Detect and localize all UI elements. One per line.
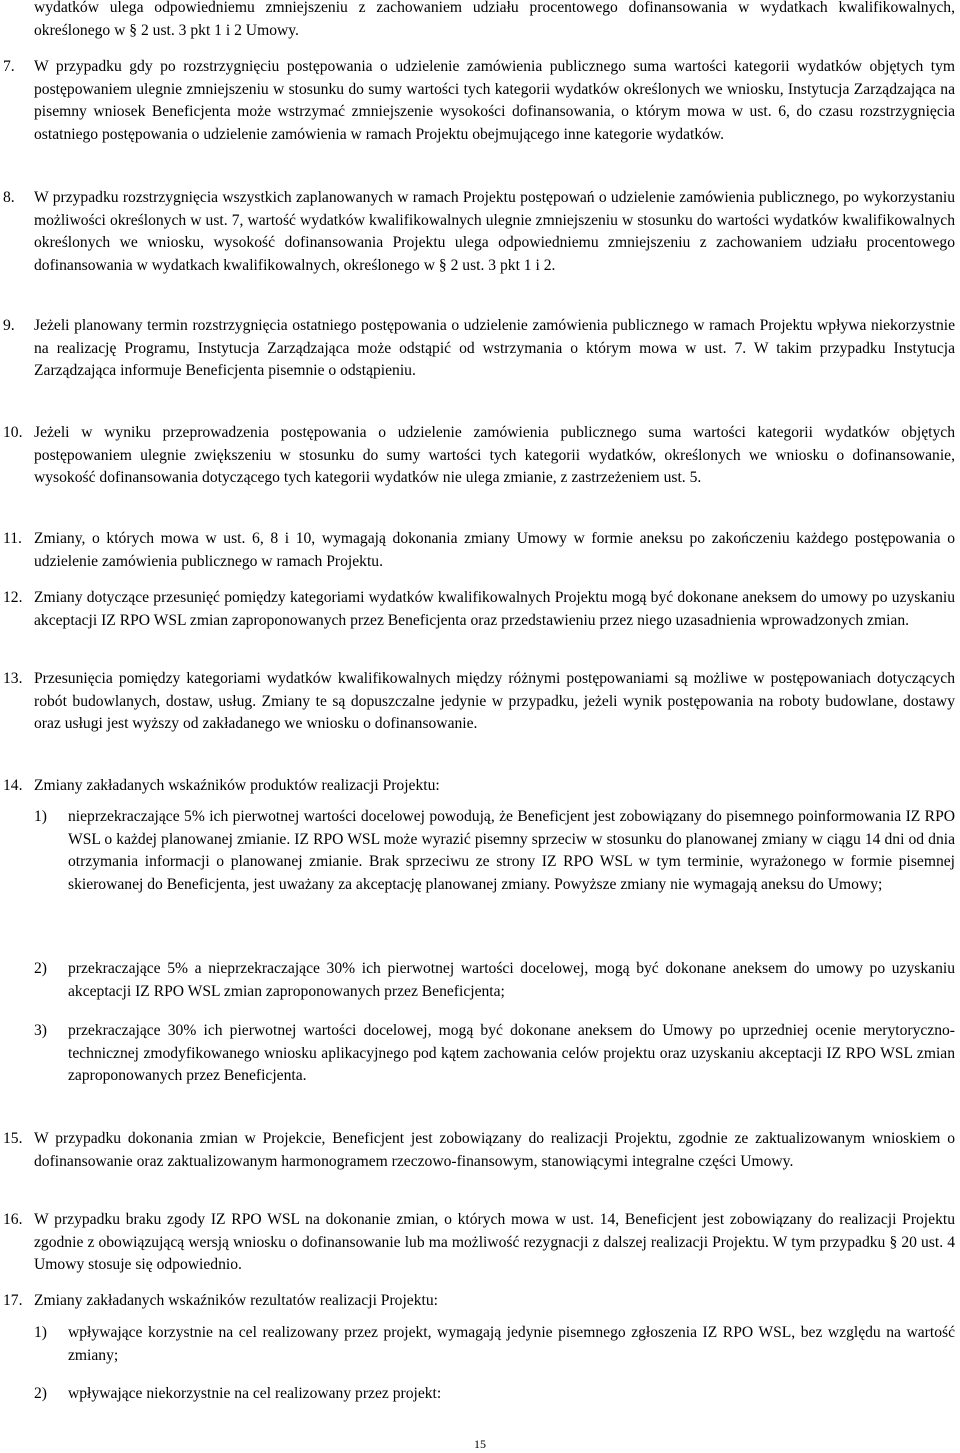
item-text: W przypadku braku zgody IZ RPO WSL na dokonanie zmian, o których mowa w ust. 14, Beneficjent jest zobowiązany do realizacji Projektu zgodnie z obowiązującą wersją wniosku o dofinansowanie lub ma możliwość rezygnacji z dalszej realizacji Projektu. W tym przypadku § 20 ust. 4 Umowy stosuje się odpowiednio. (34, 1211, 955, 1274)
sub-item-number: 2) (34, 1385, 47, 1402)
item-text: W przypadku rozstrzygnięcia wszystkich zaplanowanych w ramach Projektu postępowań o udzielenie zamówienia publicznego, po wykorzystaniu możliwości określonych w ust. 7, wartość wydatków kwalifikowalnych ulegnie zmniejszeniu w stosunku do wartości wydatków kwalifikowalnych określonych we wniosku, wysokość dofinansowania Projektu ulega odpowiedniemu zmniejszeniu z zachowaniem udziału procentowego dofinansowania w wydatkach kwalifikowalnych, określonego w § 2 ust. 3 pkt 1 i 2. (34, 189, 955, 274)
item-text: W przypadku dokonania zmian w Projekcie, Beneficjent jest zobowiązany do realizacji Projektu, zgodnie ze zaktualizowanym wnioskiem o dofinansowanie oraz zaktualizowanym harmonogramem rzeczowo-finansowym, stanowiącymi integralne części Umowy. (34, 1130, 955, 1170)
intro-paragraph: wydatków ulega odpowiedniemu zmniejszeniu z zachowaniem udziału procentowego dofinansowania w wydatkach kwalifikowalnych, określonego w § 2 ust. 3 pkt 1 i 2 Umowy. (34, 0, 955, 39)
page-number: 15 (474, 1437, 486, 1451)
sub-item-text: przekraczające 30% ich pierwotnej wartości docelowej, mogą być dokonane aneksem do Umowy po uprzedniej ocenie merytoryczno-technicznej zmodyfikowanego wniosku aplikacyjnego pod kątem zachowania celów projektu oraz uzyskaniu akceptacji IZ RPO WSL zmian zaproponowanych przez Beneficjenta. (68, 1022, 955, 1085)
item-number: 10. (3, 424, 23, 441)
item-number: 9. (3, 317, 15, 334)
item-number: 13. (3, 670, 23, 687)
sub-item-number: 3) (34, 1022, 47, 1039)
item-number: 16. (3, 1211, 23, 1228)
item-text: Zmiany, o których mowa w ust. 6, 8 i 10, wymagają dokonania zmiany Umowy w formie aneksu po zakończeniu każdego postępowania o udzielenie zamówienia publicznego w ramach Projektu. (34, 530, 955, 570)
sub-item-text: wpływające korzystnie na cel realizowany przez projekt, wymagają jedynie pisemnego zgłoszenia IZ RPO WSL, bez względu na wartość zmiany; (68, 1324, 955, 1364)
item-text: Zmiany zakładanych wskaźników rezultatów realizacji Projektu: (34, 1292, 438, 1309)
item-number: 11. (3, 530, 22, 547)
item-text: Zmiany dotyczące przesunięć pomiędzy kategoriami wydatków kwalifikowalnych Projektu mogą być dokonane aneksem do umowy po uzyskaniu akceptacji IZ RPO WSL zmian zaproponowanych przez Beneficjenta oraz przedstawieniu przez niego uzasadnienia wprowadzonych zmian. (34, 589, 955, 629)
item-text: Jeżeli planowany termin rozstrzygnięcia ostatniego postępowania o udzielenie zamówienia publicznego w ramach Projektu wpływa niekorzystnie na realizację Programu, Instytucja Zarządzająca może odstąpić od wstrzymania o którym mowa w ust. 7. W takim przypadku Instytucja Zarządzająca informuje Beneficjenta pisemnie o odstąpieniu. (34, 317, 955, 380)
item-number: 15. (3, 1130, 23, 1147)
sub-item-number: 1) (34, 1324, 47, 1341)
item-text: W przypadku gdy po rozstrzygnięciu postępowania o udzielenie zamówienia publicznego suma wartości kategorii wydatków objętych tym postępowaniem ulegnie zmniejszeniu w stosunku do sumy wartości tych kategorii wydatków określonych we wniosku, Instytucja Zarządzająca na pisemny wniosek Beneficjenta może wstrzymać zmniejszenie wysokości dofinansowania, o którym mowa w ust. 6, do czasu rozstrzygnięcia ostatniego postępowania o udzielenie zamówienia w ramach Projektu obejmującego inne kategorie wydatków. (34, 58, 955, 143)
item-number: 12. (3, 589, 23, 606)
sub-item-text: przekraczające 5% a nieprzekraczające 30% ich pierwotnej wartości docelowej, mogą być dokonane aneksem do umowy po uzyskaniu akceptacji IZ RPO WSL zmian zaproponowanych przez Beneficjenta; (68, 960, 955, 1000)
item-number: 17. (3, 1292, 23, 1309)
item-number: 14. (3, 777, 23, 794)
sub-item-text: wpływające niekorzystnie na cel realizowany przez projekt: (68, 1385, 442, 1402)
item-text: Jeżeli w wyniku przeprowadzenia postępowania o udzielenie zamówienia publicznego suma wartości kategorii wydatków objętych postępowaniem ulegnie zwiększeniu w stosunku do sumy wartości tych kategorii wydatków, określonych we wniosku o dofinansowanie, wysokość dofinansowania dotyczącego tych kategorii wydatków nie ulega zmianie, z zastrzeżeniem ust. 5. (34, 424, 955, 487)
item-text: Zmiany zakładanych wskaźników produktów realizacji Projektu: (34, 777, 440, 794)
item-number: 8. (3, 189, 15, 206)
item-number: 7. (3, 58, 15, 75)
sub-item-number: 1) (34, 808, 47, 825)
item-text: Przesunięcia pomiędzy kategoriami wydatków kwalifikowalnych między różnymi postępowaniami są możliwe w postępowaniach dotyczących robót budowlanych, dostaw, usług. Zmiany te są dopuszczalne jedynie w przypadku, jeżeli wynik postępowania na roboty budowlane, dostawy oraz usługi jest wyższy od zakładanego we wniosku o dofinansowanie. (34, 670, 955, 733)
sub-item-number: 2) (34, 960, 47, 977)
sub-item-text: nieprzekraczające 5% ich pierwotnej wartości docelowej powodują, że Beneficjent jest zobowiązany do pisemnego poinformowania IZ RPO WSL o każdej planowanej zmianie. IZ RPO WSL może wyrazić pisemny sprzeciw w stosunku do planowanej zmiany w ciągu 14 dni od dnia otrzymania informacji o planowanej zmianie. Brak sprzeciwu ze strony IZ RPO WSL w tym terminie, wyrażonego w formie pisemnej skierowanej do Beneficjenta, jest uważany za akceptację planowanej zmiany. Powyższe zmiany nie wymagają aneksu do Umowy; (68, 808, 955, 893)
